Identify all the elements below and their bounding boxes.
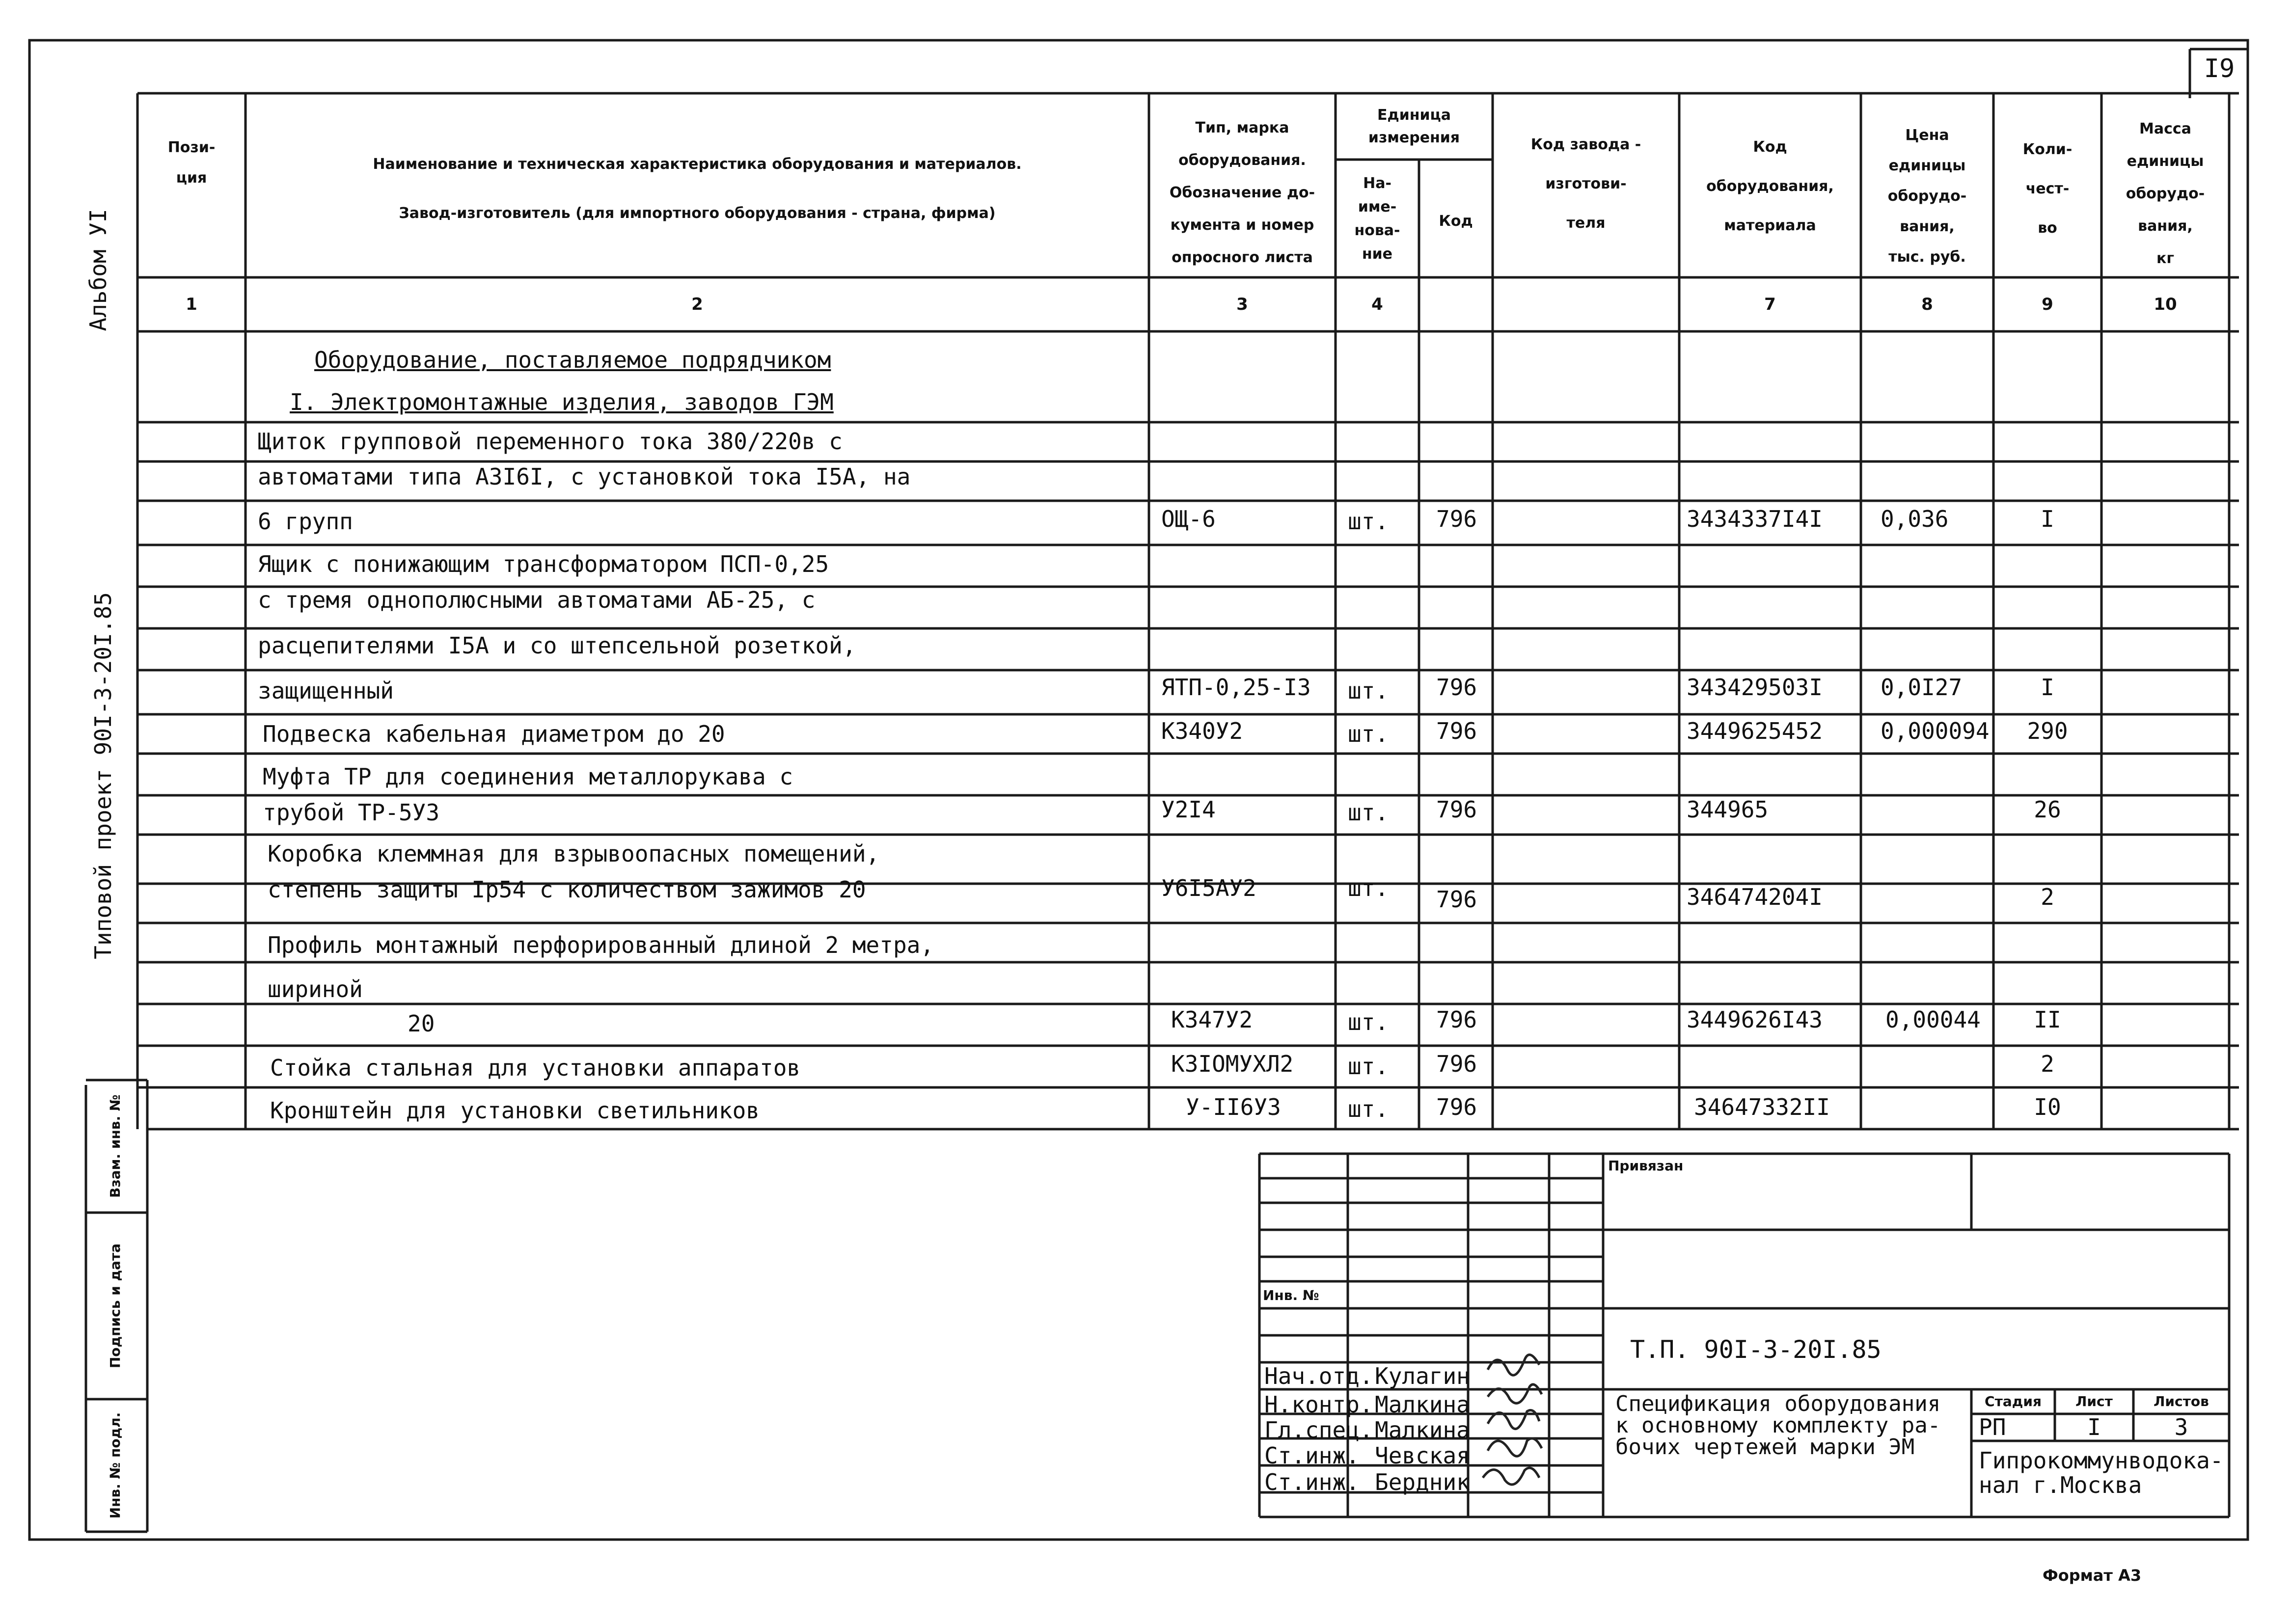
item-unit: шт. [1348,799,1389,826]
colnum-9: 9 [2042,295,2053,314]
item-qty: II [2034,1006,2061,1033]
header-name: Наименование и техническая характеристика оборудования и материалов. Завод-изготовитель (для импортного оборудования - страна, фирма) [373,156,1022,222]
project-designation: Т.П. 90I-3-20I.85 [1630,1335,1882,1364]
stamp-signature-date: Подпись и дата [107,1243,123,1369]
item-qty: 2 [2041,884,2054,910]
item-type: У-II6УЗ [1186,1094,1281,1120]
item-unit-code: 796 [1436,1094,1477,1120]
item-unit: шт. [1348,1009,1389,1035]
staff-role: Нач.отд. [1264,1363,1373,1389]
header-quantity: Коли- чест- во [2022,141,2073,237]
item-qty: 290 [2027,718,2068,744]
item-name: Муфта ТР для соединения металлорукава с [263,763,793,790]
item-qty: I [2041,506,2054,532]
stamp-replacement-inv: Взам. инв. № [107,1094,123,1198]
item-unit: шт. [1348,508,1389,535]
item-type: КЗIОМУХЛ2 [1171,1051,1294,1077]
item-material-code: 3449625452 [1687,718,1823,744]
header-material-code: Код оборудования, материала [1706,138,1834,234]
staff-name: Кулагин [1375,1363,1470,1389]
staff-role: Ст.инж. [1264,1469,1360,1495]
item-name: Подвеска кабельная диаметром до 20 [263,721,725,747]
item-material-code: 3449626I43 [1687,1006,1823,1033]
item-unit-code: 796 [1436,718,1477,744]
item-name: Ящик с понижающим трансформатором ПСП-0,25 [258,551,829,577]
item-name: I. Электромонтажные изделия, заводов ГЭМ [290,389,834,415]
item-material-code: 344965 [1687,796,1769,823]
item-qty: I0 [2034,1094,2061,1120]
sheet-value: I [2087,1414,2101,1440]
item-material-code: 343429503I [1687,674,1823,701]
document-title: Спецификация оборудования к основному комплекту ра- бочих чертежей марки ЭМ [1615,1391,1941,1460]
item-unit-code: 796 [1436,886,1477,913]
item-name: 20 [408,1010,435,1037]
item-type: У6I5АУ2 [1161,875,1256,901]
item-material-code: 346474204I [1687,884,1823,910]
item-unit: шт. [1348,875,1389,901]
item-qty: I [2041,674,2054,701]
header-unit: Единица измерения [1368,107,1460,146]
header-unit-code: Код [1439,213,1473,230]
staff-role: Ст.инж. [1264,1442,1360,1469]
item-type: ЯТП-0,25-I3 [1161,674,1311,701]
stage-value: РП [1979,1414,2006,1440]
item-material-code: 34647332II [1694,1094,1830,1120]
item-name: Оборудование, поставляемое подрядчиком [314,347,831,373]
item-unit-code: 796 [1436,796,1477,823]
item-unit: шт. [1348,1053,1389,1080]
item-price: 0,00044 [1885,1006,1981,1033]
item-price: 0,036 [1881,506,1949,532]
item-price: 0,000094 [1881,718,1990,744]
item-price: 0,0I27 [1881,674,1963,701]
item-name: Коробка клеммная для взрывоопасных помещений, [268,840,880,867]
colnum-4: 4 [1371,295,1383,314]
staff-name: Малкина [1375,1391,1470,1418]
sheet-label: Лист [2075,1393,2113,1409]
item-type: ОЩ-6 [1161,506,1216,532]
item-name: автоматами типа АЗI6I, с установкой тока I5А, на [258,463,911,490]
header-position: Пози- ция [167,139,216,187]
header-maker-code: Код завода - изготови- теля [1530,136,1641,232]
staff-name: Малкина [1375,1417,1470,1443]
header-price: Цена единицы оборудо- вания, тыс. руб. [1887,127,1967,266]
sheet-number: I9 [2204,54,2235,83]
item-name: степень защиты Iр54 с количеством зажимов 20 [268,876,866,903]
item-name: шириной [268,976,363,1002]
item-type: К340У2 [1161,718,1243,744]
item-unit-code: 796 [1436,1051,1477,1077]
item-unit-code: 796 [1436,674,1477,701]
item-name: Профиль монтажный перфорированный длиной 2 метра, [268,932,934,958]
item-name: 6 групп [258,508,353,535]
item-type: К347У2 [1171,1006,1253,1033]
item-name: расцепителями I5А и со штепсельной розеткой, [258,632,856,659]
staff-name: Чевская [1375,1442,1470,1469]
item-type: У2I4 [1161,796,1216,823]
inv-no-label: Инв. № [1263,1287,1319,1303]
item-unit-code: 796 [1436,1006,1477,1033]
item-qty: 2 [2041,1051,2054,1077]
item-name: трубой ТР-5УЗ [263,799,440,826]
project-label: Типовой проект 90I-3-20I.85 [90,592,116,959]
colnum-8: 8 [1921,295,1933,314]
format-label: Формат A3 [2043,1566,2142,1585]
sheets-value: 3 [2174,1414,2188,1440]
item-material-code: 3434337I4I [1687,506,1823,532]
album-label: Альбом УI [85,209,111,331]
header-type: Тип, марка оборудования. Обозначение до- кумента и номер опросного листа [1169,119,1315,266]
colnum-7: 7 [1764,295,1776,314]
organization: Гипрокоммунводока- нал г.Москва [1979,1447,2224,1498]
staff-name: Бердник [1375,1469,1470,1495]
item-name: с тремя однополюсными автоматами АБ-25, с [258,587,816,613]
item-name: Кронштейн для установки светильников [270,1097,760,1124]
colnum-1: 1 [186,295,197,314]
stamp-original-inv: Инв. № подл. [107,1412,123,1519]
item-unit: шт. [1348,1096,1389,1122]
item-name: защищенный [258,677,394,704]
sheets-label: Листов [2154,1393,2209,1409]
staff-role: Гл.спец. [1264,1417,1373,1443]
colnum-2: 2 [691,295,703,314]
item-unit: шт. [1348,721,1389,747]
header-mass: Масса единицы оборудо- вания, кг [2126,120,2205,267]
header-unit-name: На- име- нова- ние [1354,175,1400,263]
item-qty: 26 [2034,796,2061,823]
item-unit: шт. [1348,677,1389,704]
privyazan-label: Привязан [1608,1158,1684,1174]
colnum-3: 3 [1236,295,1248,314]
stage-label: Стадия [1985,1393,2042,1409]
colnum-10: 10 [2154,295,2177,314]
item-unit-code: 796 [1436,506,1477,532]
item-name: Стойка стальная для установки аппаратов [270,1055,801,1081]
item-name: Щиток групповой переменного тока 380/220в с [258,428,843,455]
staff-role: Н.контр. [1264,1391,1373,1418]
